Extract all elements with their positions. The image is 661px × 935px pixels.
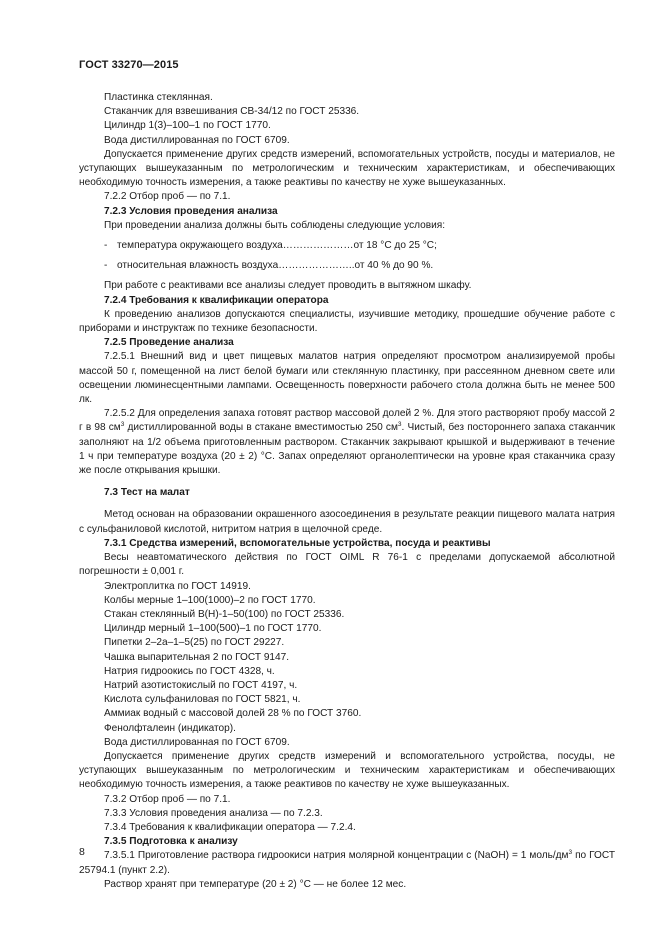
superscript: 3 xyxy=(397,421,402,429)
paragraph-admission: Допускается применение других средств измерений и вспомогательного устройства, посуды, не уступающих вышеуказанным по метрологическим и техническим характеристикам и обеспечивающих необходимую точность измерения, а также реактивов по качеству не хуже вышеуказанных. xyxy=(79,750,615,791)
text-part: 7.3.5.1 Приготовление раствора гидроокиси натрия молярной концентрации с (NaOH) = 1 моль/дм xyxy=(104,850,569,862)
scales-item: Весы неавтоматического действия по ГОСТ OIML R 76-1 с пределами допускаемой абсолютной погрешности ± 0,001 г. xyxy=(79,552,615,578)
heading-7-2-5: 7.2.5 Проведение анализа xyxy=(104,337,234,349)
equipment-item: Стаканчик для взвешивания СВ-34/12 по ГОСТ 25336. xyxy=(104,106,360,118)
text-part: по ГОСТ 25794.1 (пункт 2.2). xyxy=(79,850,615,876)
page-number: 8 xyxy=(79,846,85,858)
section-7-3-5-1 xyxy=(79,849,615,877)
equipment-item: Стакан стеклянный В(Н)-1–50(100) по ГОСТ 25336. xyxy=(104,608,345,620)
condition-text: относительная влажность воздуха…………………..от 40 % до 90 %. xyxy=(117,260,434,272)
condition-text: температура окружающего воздуха…………………от 18 °С до 25 °С; xyxy=(117,240,437,252)
storage-note: Раствор хранят при температуре (20 ± 2) °С — не более 12 мес. xyxy=(104,878,407,890)
superscript: 3 xyxy=(568,849,573,857)
document-header: ГОСТ 33270—2015 xyxy=(79,59,179,71)
reagent-item: Вода дистиллированная по ГОСТ 6709. xyxy=(104,736,290,748)
paragraph-admission: Допускается применение других средств измерений, вспомогательных устройств, посуды и материалов, не уступающих вышеуказанным по метрологическим и техническим характеристикам, и обеспечивающих необходимую точность измерения, а также реактивы по качеству не хуже вышеуказанных. xyxy=(79,148,615,189)
section-7-3-3: 7.3.3 Условия проведения анализа — по 7.2.3. xyxy=(104,807,323,819)
heading-7-3-5: 7.3.5 Подготовка к анализу xyxy=(104,836,238,848)
condition-temperature xyxy=(104,239,615,253)
text-part: дистиллированной воды в стакане вместимостью 250 см xyxy=(124,422,398,434)
equipment-item: Цилиндр мерный 1–100(500)–1 по ГОСТ 1770. xyxy=(104,623,322,635)
section-7-2-4-text: К проведению анализов допускаются специалисты, изучившие методику, прошедшие обучение работе с приборами и инструктаж по технике безопасности. xyxy=(79,308,615,335)
conditions-note: При работе с реактивами все анализы следует проводить в вытяжном шкафу. xyxy=(104,280,472,292)
equipment-item: Чашка выпарительная 2 по ГОСТ 9147. xyxy=(104,651,290,663)
equipment-item: Электроплитка по ГОСТ 14919. xyxy=(104,580,251,592)
reagent-item: Аммиак водный с массовой долей 28 % по ГОСТ 3760. xyxy=(104,708,362,720)
section-7-3-text: Метод основан на образовании окрашенного азосоединения в результате реакции пищевого малата натрия с сульфаниловой кислотой, нитритом натрия в щелочной среде. xyxy=(79,509,615,535)
superscript: 3 xyxy=(120,421,125,429)
page-content xyxy=(79,91,615,892)
heading-7-3: 7.3 Тест на малат xyxy=(104,487,190,499)
conditions-intro: При проведении анализа должны быть соблюдены следующие условия: xyxy=(104,219,445,231)
list-dash: - xyxy=(104,260,108,272)
equipment-item: Цилиндр 1(3)–100–1 по ГОСТ 1770. xyxy=(104,120,271,132)
section-7-2-5-2 xyxy=(79,407,615,478)
text-part: 7.2.5.2 Для определения запаха готовят раствор массовой долей 2 %. Для этого растворяют пробу массой 2 г в 98 см xyxy=(79,408,615,434)
list-dash: - xyxy=(104,240,108,252)
heading-7-2-3: 7.2.3 Условия проведения анализа xyxy=(104,205,278,217)
reagent-item: Натрия гидроокись по ГОСТ 4328, ч. xyxy=(104,665,275,677)
reagent-item: Кислота сульфаниловая по ГОСТ 5821, ч. xyxy=(104,694,301,706)
equipment-item: Пластинка стеклянная. xyxy=(104,92,213,103)
section-7-3-4: 7.3.4 Требования к квалификации оператора — 7.2.4. xyxy=(104,821,356,833)
text-part: . Чистый, без постороннего запаха стаканчик заполняют на 1/2 объема приготовленным раствором. Стаканчик закрывают крышкой и выдерживают в течение 1 ч при температуре воздуха (20 ± 2) °С. Запах определяют органолептически на уровне края стаканчика сразу же после открывания крышки. xyxy=(79,422,616,477)
section-7-2-5-1: 7.2.5.1 Внешний вид и цвет пищевых малатов натрия определяют просмотром анализируемой пробы массой 50 г, помещенной на лист белой бумаги или стеклянную пластинку, при рассеянном дневном свете или освещении люминесцентными лампами. Освещенность поверхности рабочего стола должна быть не менее 500 лк. xyxy=(79,351,615,406)
equipment-item: Пипетки 2–2а–1–5(25) по ГОСТ 29227. xyxy=(104,637,285,649)
reagent-item: Натрий азотистокислый по ГОСТ 4197, ч. xyxy=(104,679,298,691)
heading-7-2-4: 7.2.4 Требования к квалификации оператора xyxy=(104,294,329,306)
reagent-item: Фенолфталеин (индикатор). xyxy=(104,722,236,734)
condition-humidity xyxy=(104,259,615,273)
section-7-2-2: 7.2.2 Отбор проб — по 7.1. xyxy=(104,191,231,203)
heading-7-3-1: 7.3.1 Средства измерений, вспомогательные устройства, посуда и реактивы xyxy=(104,537,491,549)
section-7-3-2: 7.3.2 Отбор проб — по 7.1. xyxy=(104,793,231,805)
equipment-item: Вода дистиллированная по ГОСТ 6709. xyxy=(104,134,290,146)
equipment-item: Колбы мерные 1–100(1000)–2 по ГОСТ 1770. xyxy=(104,594,316,606)
